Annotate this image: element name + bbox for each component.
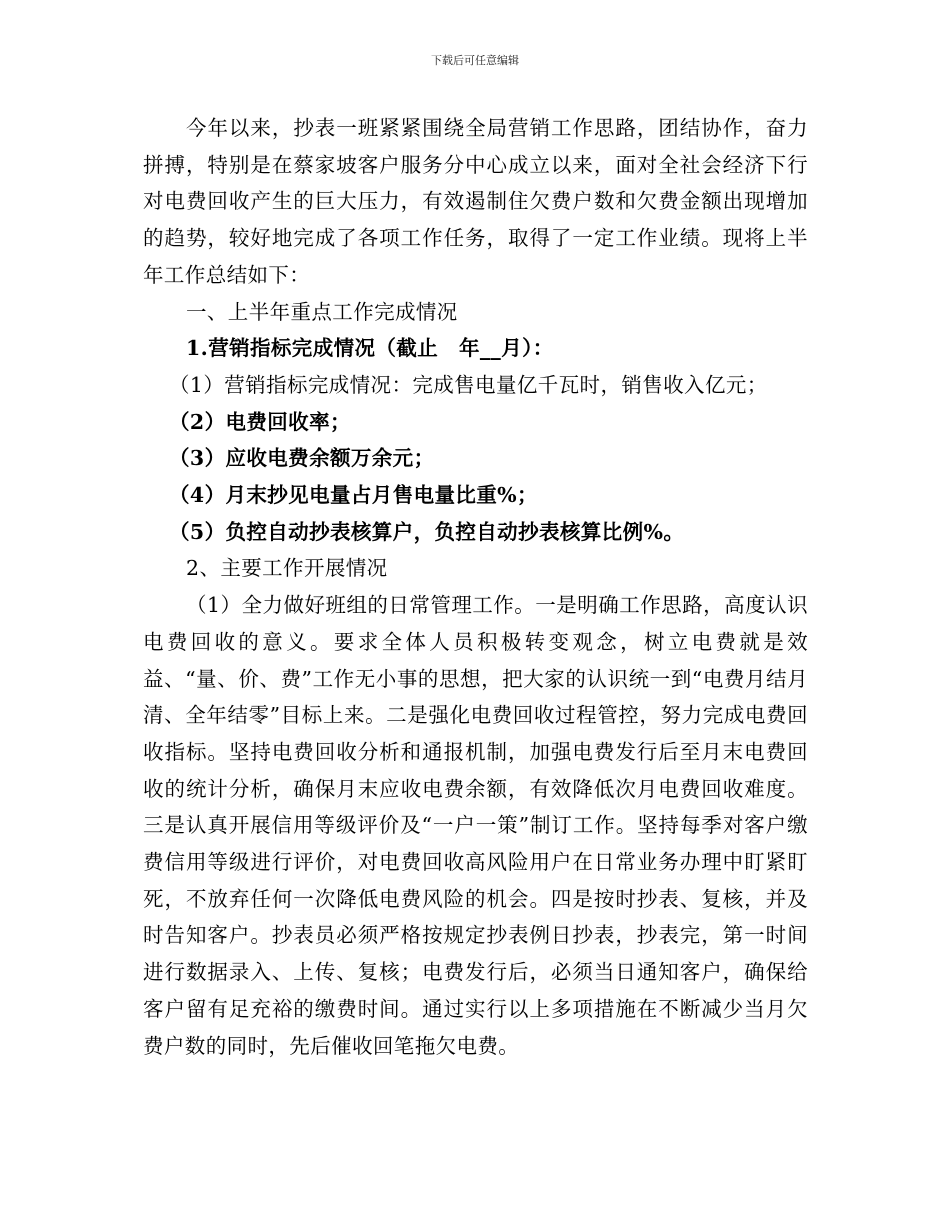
subsection-heading-indicators: 1.营销指标完成情况（截止 年__月）：: [186, 336, 554, 361]
page-header-note: 下载后可任意编辑: [431, 54, 519, 67]
document-body: [143, 110, 808, 1064]
indicator-item: （1）营销指标完成情况：完成售电量亿千瓦时，销售收入亿元；: [169, 372, 768, 397]
indicator-item: （4）月末抄见电量占月售电量比重%；: [169, 483, 538, 508]
indicator-item: （2）电费回收率；: [169, 409, 351, 434]
subsection-heading-work: 2、主要工作开展情况: [186, 556, 388, 581]
indicator-item: （3）应收电费余额万余元；: [169, 446, 435, 471]
indicator-item: （5）负控自动抄表核算户，负控自动抄表核算比例%。: [169, 519, 685, 544]
intro-paragraph: 今年以来，抄表一班紧紧围绕全局营销工作思路，团结协作，奋力拼搏，特别是在蔡家坡客户服务分中心成立以来，面对全社会经济下行对电费回收产生的巨大压力，有效遏制住欠费户数和欠费金额出现增加的趋势，较好地完成了各项工作任务，取得了一定工作业绩。现将上半年工作总结如下：: [143, 116, 808, 287]
work-paragraph: （1）全力做好班组的日常管理工作。一是明确工作思路，高度认识电费回收的意义。要求全体人员积极转变观念，树立电费就是效益、“量、价、费”工作无小事的思想，把大家的认识统一到“电费月结月清、全年结零”目标上来。二是强化电费回收过程管控，努力完成电费回收指标。坚持电费回收分析和通报机制，加强电费发行后至月末电费回收的统计分析，确保月末应收电费余额，有效降低次月电费回收难度。三是认真开展信用等级评价及“一户一策”制订工作。坚持每季对客户缴费信用等级进行评价，对电费回收高风险用户在日常业务办理中盯紧盯死，不放弃任何一次降低电费风险的机会。四是按时抄表、复核，并及时告知客户。抄表员必须严格按规定抄表例日抄表，抄表完，第一时间进行数据录入、上传、复核；电费发行后，必须当日通知客户，确保给客户留有足充裕的缴费时间。通过实行以上多项措施在不断减少当月欠费户数的同时，先后催收回笔拖欠电费。: [143, 593, 808, 1058]
section-heading: 一、上半年重点工作完成情况: [186, 299, 458, 324]
